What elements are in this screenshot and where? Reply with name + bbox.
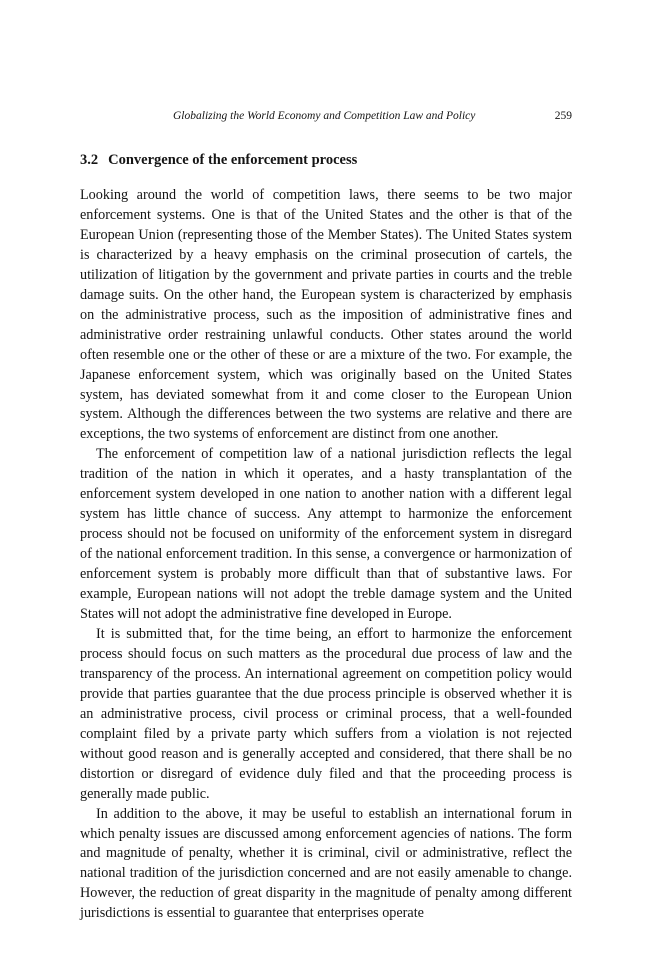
running-title: Globalizing the World Economy and Competition Law and Policy — [173, 110, 476, 122]
paragraph-3: It is submitted that, for the time being, an effort to harmonize the enforcement process should focus on such matters as the procedural due process of law and the transparency of the process. An international agreement on competition policy would provide that parties guarantee that the due process principle is observed whether it is an administrative process, civil process or criminal process, that a well-founded complaint filed by a private party which suffers from a violation is not rejected without good reason and is generally accepted and considered, that there shall be no distortion or disregard of evidence duly filed and that the proceeding process is generally made public. — [80, 625, 572, 802]
paragraph-2: The enforcement of competition law of a national jurisdiction reflects the legal tradition of the nation in which it operates, and a hasty transplantation of the enforcement system developed in one nation to another nation with a different legal system has little chance of success. Any attempt to harmonize the enforcement process should not be focused on uniformity of the enforcement system in disregard of the national enforcement tradition. In this sense, a convergence or harmonization of enforcement system is probably more difficult than that of substantive laws. For example, European nations will not adopt the treble damage system and the United States will not adopt the administrative fine developed in Europe. — [80, 446, 572, 623]
page-number: 259 — [554, 110, 572, 122]
running-head — [80, 110, 572, 128]
paragraph-4: In addition to the above, it may be useful to establish an international forum in which penalty issues are discussed among enforcement agencies of nations. The form and magnitude of penalty, whether it is criminal, civil or administrative, reflect the national tradition of the jurisdiction concerned and are not easily amenable to change. However, the reduction of great disparity in the magnitude of penalty among different jurisdictions is essential to guarantee that enterprises operate — [80, 805, 572, 922]
section-number: 3.2 — [80, 152, 99, 168]
paragraph-1: Looking around the world of competition laws, there seems to be two major enforcement systems. One is that of the United States and the other is that of the European Union (representing those of the Member States). The United States system is characterized by a heavy emphasis on the criminal prosecution of cartels, the utilization of litigation by the government and private parties in courts and the treble damage suits. On the other hand, the European system is characterized by emphasis on the administrative process, such as the imposition of administrative fines and administrative order restraining unlawful conducts. Other states around the world often resemble one or the other of these or are a mixture of the two. For example, the Japanese enforcement system, which was originally based on the United States system, has deviated somewhat from it and come closer to the European Union system. Although the differences between the two systems are relative and there are exceptions, the two systems of enforcement are distinct from one another. — [80, 187, 572, 443]
body-text — [80, 186, 572, 924]
section-title: Convergence of the enforcement process — [108, 152, 358, 168]
section-heading — [80, 152, 357, 169]
